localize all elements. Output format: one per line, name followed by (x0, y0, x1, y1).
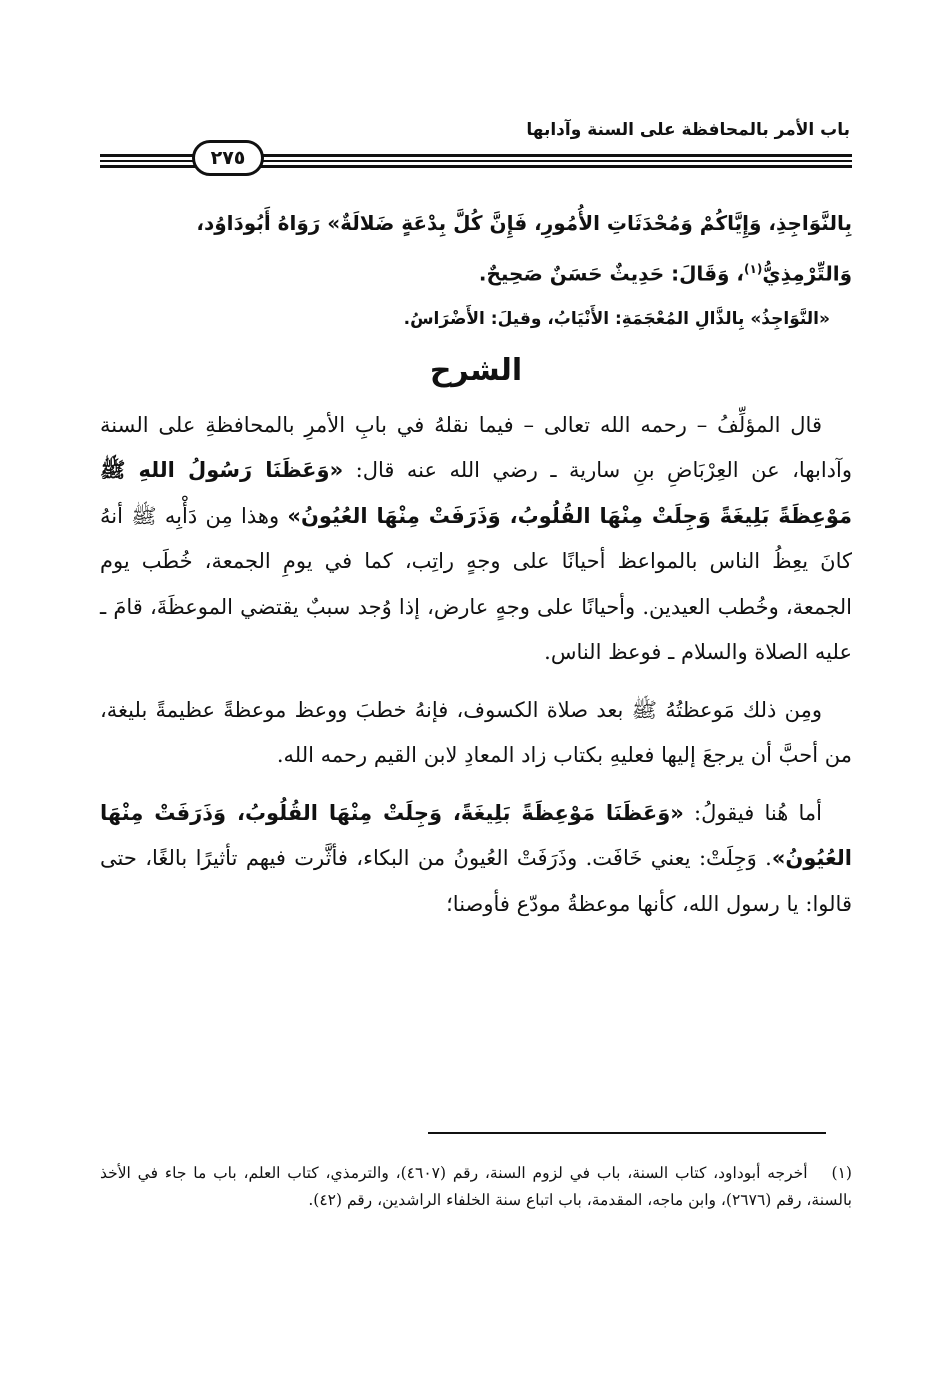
hadith-quote: «وَعَظَنَا رَسُولُ اللهِ ﷺ مَوْعِظَةً بَلِيغَةً وَجِلَتْ مِنْهَا القُلُوبُ، وَذَرَفَتْ مِنْهَا العُيُونُ» (100, 458, 852, 528)
hadith-text-line: بِالنَّوَاجِذِ، وَإِيَّاكُمْ وَمُحْدَثَاتِ الأُمُورِ، فَإِنَّ كُلَّ بِدْعَةٍ ضَلالَةٌ» رَوَاهُ أَبُودَاوُد، (196, 211, 852, 235)
footnote-separator (428, 1132, 826, 1134)
hadith-quote: «وَعَظَنَا مَوْعِظَةً بَلِيغَةً، وَجِلَتْ مِنْهَا القُلُوبُ، وَذَرَفَتْ مِنْهَا العُيُونُ» (100, 800, 852, 871)
paragraph-text: قال المؤلِّفُ – رحمه الله تعالى – فيما نقلهُ في بابِ الأمرِ بالمحافظةِ على السنة وآدابها، عن العِرْبَاضِ بنِ سارية ـ رضي الله عنه قال: (100, 412, 852, 483)
footnote-reference[interactable]: (١) (744, 262, 763, 276)
footnote-text: أخرجه أبوداود، كتاب السنة، باب في لزوم السنة، رقم (٤٦٠٧)، والترمذي، كتاب العلم، باب ما جاء في الأخذ بالسنة، رقم (٢٦٧٦)، وابن ماجه، المقدمة، باب اتباع سنة الخلفاء الراشدين، رقم (٤٢). (100, 1164, 852, 1209)
commentary-paragraph (100, 791, 852, 928)
main-text (100, 200, 852, 927)
book-page (100, 100, 852, 1340)
hadith-narrator: وَالتِّرْمِذِيُّ (762, 261, 852, 286)
section-heading: الشرح (429, 352, 523, 388)
paragraph-text: وهذا مِن دَأْبِه ﷺ أنهُ كانَ يعِظُ الناس بالمواعظ أحيانًا على وجهٍ راتِب، كما في يومِ الجمعة، خُطَب يوم الجمعة، وخُطب العيدين. وأحيانًا على وجهٍ عارض، إذا وُجد سببٌ يقتضي الموعظَةَ، قامَ ـ عليه الصلاة والسلام ـ فوعظ الناس. (100, 503, 852, 665)
vocabulary-gloss: «النَّوَاجِذُ» بِالذَّالِ المُعْجَمَةِ: الأَنْيَابُ، وقيلَ: الأَضْرَاسُ. (403, 308, 830, 329)
paragraph-text: أما هُنا فيقولُ: (683, 800, 822, 825)
footnote-number: (١) (831, 1164, 852, 1182)
hadith-grading: ، وَقَالَ: حَدِيثٌ حَسَنٌ صَحِيحٌ. (478, 261, 745, 286)
paragraph-text: . وَجِلَتْ: يعني خَافَت. وذَرَفَتْ العُيونُ من البكاء، فأثَّرت فيهم تأثيرًا بالغًا، حتى قالوا: يا رسول الله، كأنها موعظةُ مودّع فأوصنا؛ (100, 846, 852, 916)
commentary-paragraph (100, 403, 852, 676)
running-title: باب الأمر بالمحافظة على السنة وآدابها (526, 120, 850, 140)
page-header (100, 118, 852, 178)
commentary-paragraph: ومِن ذلك مَوعظتُهُ ﷺ بعد صلاة الكسوف، فإنهُ خطبَ ووعظ موعظةً عظيمةً بليغة، من أحبَّ أن يرجعَ إليها فعليهِ بكتاب زاد المعادِ لابن القيم رحمه الله. (100, 697, 852, 768)
page-number: ٢٧٥ (192, 140, 264, 176)
hadith-text-line (100, 246, 852, 297)
footnote (100, 1160, 852, 1214)
